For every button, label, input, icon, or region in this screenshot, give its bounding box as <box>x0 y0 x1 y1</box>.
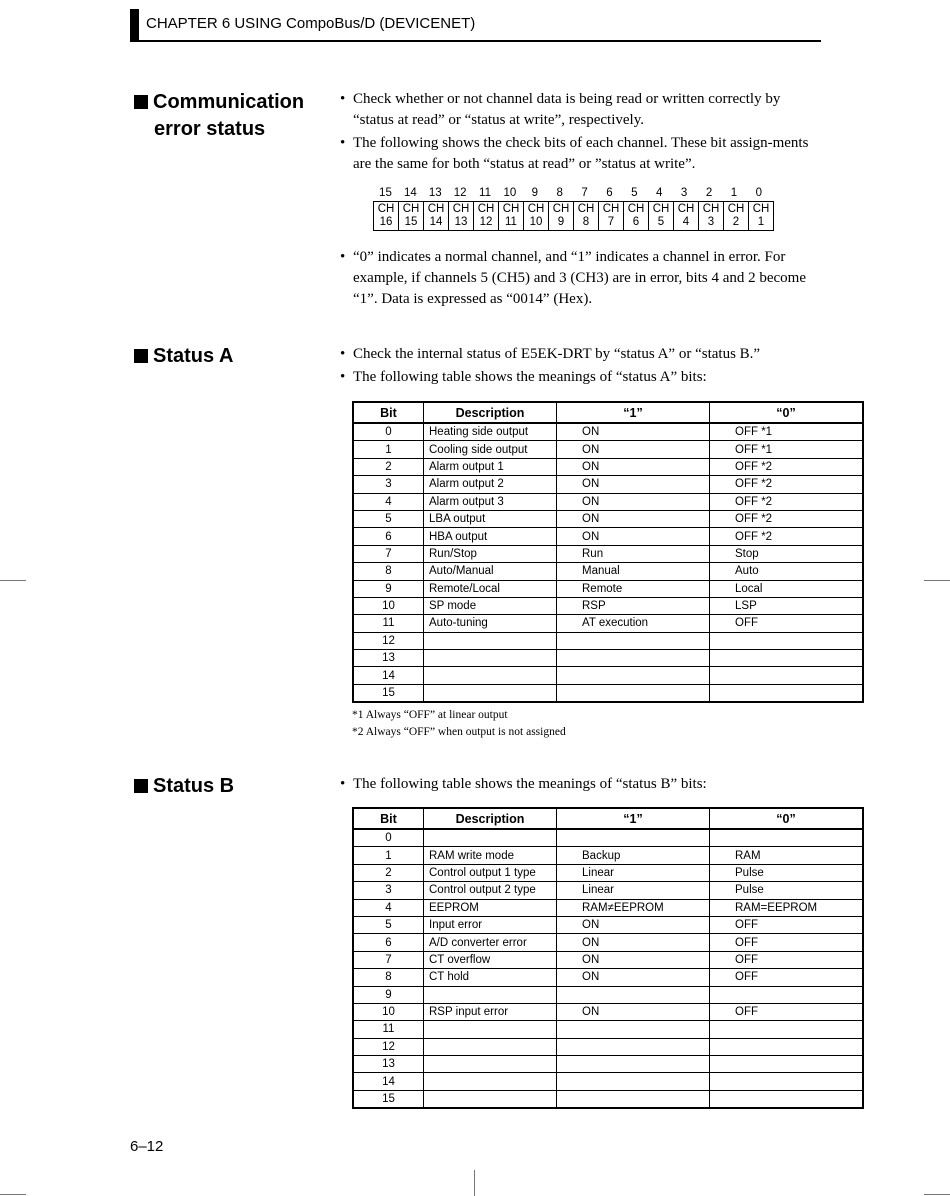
cell-value-zero <box>710 1021 864 1038</box>
cell-value-zero: Auto <box>710 563 864 580</box>
table-row <box>353 1073 863 1090</box>
channel-number: 8 <box>582 216 590 228</box>
table-row <box>353 829 863 847</box>
channel-number: 16 <box>379 216 393 228</box>
cell-bit: 13 <box>353 1056 424 1073</box>
status-a-table <box>352 401 864 703</box>
cell-value-one: Backup <box>557 847 710 864</box>
cell-bit: 8 <box>353 969 424 986</box>
cell-bit: 9 <box>353 580 424 597</box>
channel-cells <box>373 201 774 231</box>
table-row <box>353 493 863 510</box>
cell-bit: 11 <box>353 615 424 632</box>
channel-prefix: CH <box>477 203 495 215</box>
channel-number: 3 <box>707 216 715 228</box>
cell-value-one <box>557 1021 710 1038</box>
cell-value-one <box>557 829 710 847</box>
cell-description <box>424 1056 557 1073</box>
bullet-item: • The following table shows the meanings of “status B” bits: <box>340 776 707 792</box>
cell-value-one: Manual <box>557 563 710 580</box>
status-b-text <box>340 774 820 795</box>
cell-value-zero <box>710 650 864 667</box>
status-b-table <box>352 807 864 1109</box>
cell-value-one: ON <box>557 916 710 933</box>
status-a-text <box>340 344 820 388</box>
cell-bit: 2 <box>353 458 424 475</box>
section-square-icon <box>134 95 148 109</box>
cell-description: EEPROM <box>424 899 557 916</box>
cell-description: Control output 2 type <box>424 882 557 899</box>
cell-description: Run/Stop <box>424 545 557 562</box>
channel-number: 1 <box>757 216 765 228</box>
cell-value-zero: RAM=EEPROM <box>710 899 864 916</box>
cell-value-one <box>557 632 710 649</box>
channel-number: 6 <box>632 216 640 228</box>
cell-value-zero: OFF *2 <box>710 493 864 510</box>
cell-value-one <box>557 667 710 684</box>
table-row <box>353 1056 863 1073</box>
channel-cell <box>649 202 674 230</box>
cell-value-zero <box>710 1090 864 1108</box>
bit-number: 11 <box>479 187 491 199</box>
column-header-description: Description <box>424 808 557 829</box>
channel-cell <box>374 202 399 230</box>
channel-prefix: CH <box>727 203 745 215</box>
cell-value-zero <box>710 1038 864 1055</box>
cell-description: CT overflow <box>424 951 557 968</box>
bullet-item: • The following table shows the meanings of “status A” bits: <box>340 369 707 385</box>
channel-number: 14 <box>429 216 443 228</box>
cell-description: SP mode <box>424 597 557 614</box>
cell-value-zero: Pulse <box>710 864 864 881</box>
channel-number: 10 <box>529 216 543 228</box>
channel-prefix: CH <box>652 203 670 215</box>
channel-prefix: CH <box>452 203 470 215</box>
cell-value-zero <box>710 829 864 847</box>
cell-bit: 13 <box>353 650 424 667</box>
channel-prefix: CH <box>502 203 520 215</box>
column-header-description: Description <box>424 402 557 423</box>
cell-bit: 14 <box>353 1073 424 1090</box>
table-header-row <box>353 402 863 423</box>
channel-cell <box>474 202 499 230</box>
cell-value-one <box>557 1073 710 1090</box>
cell-value-zero <box>710 667 864 684</box>
cell-value-zero: OFF *1 <box>710 423 864 441</box>
channel-cell <box>449 202 474 230</box>
comm-error-text <box>340 89 820 175</box>
cell-bit: 9 <box>353 986 424 1003</box>
cell-value-zero: OFF *2 <box>710 510 864 527</box>
cell-description: RAM write mode <box>424 847 557 864</box>
cell-bit: 7 <box>353 545 424 562</box>
status-b-heading: Status B <box>134 773 234 800</box>
bit-number: 13 <box>428 187 442 199</box>
channel-cell <box>424 202 449 230</box>
cell-value-one: Run <box>557 545 710 562</box>
cell-description: RSP input error <box>424 1003 557 1020</box>
cell-value-zero: Stop <box>710 545 864 562</box>
channel-prefix: CH <box>677 203 695 215</box>
cell-value-one: AT execution <box>557 615 710 632</box>
cell-value-one <box>557 1090 710 1108</box>
table-row <box>353 986 863 1003</box>
table-row <box>353 528 863 545</box>
cell-value-one <box>557 684 710 702</box>
bit-number: 9 <box>531 187 538 199</box>
bit-number: 2 <box>705 187 713 199</box>
cell-bit: 6 <box>353 934 424 951</box>
cell-description <box>424 632 557 649</box>
cell-value-one <box>557 1038 710 1055</box>
cell-bit: 5 <box>353 916 424 933</box>
channel-cell <box>574 202 599 230</box>
cell-bit: 7 <box>353 951 424 968</box>
cell-description <box>424 1038 557 1055</box>
bullet-item: • The following shows the check bits of each channel. These bit assign-ments are the same for both “status at read” or ”status at write”. <box>340 135 809 172</box>
bit-number: 4 <box>656 187 663 199</box>
table-row <box>353 969 863 986</box>
cell-value-one: Linear <box>557 882 710 899</box>
crop-mark-bottom-left <box>0 1194 26 1195</box>
channel-bit-table <box>373 186 774 231</box>
cell-bit: 10 <box>353 1003 424 1020</box>
bit-number: 1 <box>730 187 738 199</box>
channel-number: 11 <box>505 216 517 228</box>
section-square-icon <box>134 779 148 793</box>
channel-number: 9 <box>557 216 565 228</box>
bit-number: 15 <box>379 187 392 199</box>
cell-value-zero <box>710 1056 864 1073</box>
cell-value-one <box>557 650 710 667</box>
column-header-zero: “0” <box>710 808 864 829</box>
channel-prefix: CH <box>377 203 395 215</box>
cell-description <box>424 1021 557 1038</box>
column-header-zero: “0” <box>710 402 864 423</box>
cell-bit: 3 <box>353 882 424 899</box>
column-header-one: “1” <box>557 402 710 423</box>
comm-error-note <box>340 247 820 310</box>
cell-value-one <box>557 986 710 1003</box>
crop-mark-bottom-right <box>924 1194 950 1195</box>
cell-bit: 8 <box>353 563 424 580</box>
table-row <box>353 1021 863 1038</box>
cell-value-one: ON <box>557 969 710 986</box>
channel-bit-numbers <box>373 186 774 201</box>
bit-number: 7 <box>581 187 588 199</box>
channel-number: 13 <box>454 216 468 228</box>
cell-bit: 14 <box>353 667 424 684</box>
table-row <box>353 632 863 649</box>
table-row <box>353 951 863 968</box>
bullet-item: • Check the internal status of E5EK-DRT by “status A” or “status B.” <box>340 346 761 362</box>
channel-cell <box>399 202 424 230</box>
channel-cell <box>724 202 749 230</box>
table-row <box>353 684 863 702</box>
table-row <box>353 1038 863 1055</box>
cell-value-one: RSP <box>557 597 710 614</box>
table-row <box>353 667 863 684</box>
channel-cell <box>499 202 524 230</box>
crop-mark-left <box>0 580 26 581</box>
cell-value-one: ON <box>557 458 710 475</box>
section-square-icon <box>134 349 148 363</box>
channel-prefix: CH <box>577 203 595 215</box>
table-row <box>353 441 863 458</box>
cell-bit: 4 <box>353 899 424 916</box>
cell-value-one: Remote <box>557 580 710 597</box>
channel-cell <box>674 202 699 230</box>
cell-description: Auto-tuning <box>424 615 557 632</box>
cell-description <box>424 986 557 1003</box>
cell-value-zero: OFF <box>710 951 864 968</box>
cell-description: Cooling side output <box>424 441 557 458</box>
status-a-heading: Status A <box>134 343 233 370</box>
cell-bit: 3 <box>353 476 424 493</box>
table-row <box>353 916 863 933</box>
cell-bit: 0 <box>353 423 424 441</box>
cell-description: Alarm output 2 <box>424 476 557 493</box>
channel-number: 5 <box>657 216 665 228</box>
column-header-one: “1” <box>557 808 710 829</box>
cell-bit: 15 <box>353 684 424 702</box>
bullet-item: • “0” indicates a normal channel, and “1” indicates a channel in error. For example, if channels 5 (CH5) and 3 (CH3) are in error, bits 4 and 2 become “1”. Data is expressed as “0014” (Hex). <box>340 249 807 307</box>
cell-bit: 0 <box>353 829 424 847</box>
column-header-bit: Bit <box>353 402 424 423</box>
cell-value-zero: OFF <box>710 916 864 933</box>
cell-bit: 12 <box>353 632 424 649</box>
bullet-item: • Check whether or not channel data is being read or written correctly by “status at read” or “status at write”, respectively. <box>340 91 781 128</box>
crop-mark-bottom <box>474 1170 475 1196</box>
cell-bit: 6 <box>353 528 424 545</box>
bit-number: 3 <box>680 187 688 199</box>
cell-value-zero: Local <box>710 580 864 597</box>
bit-number: 12 <box>453 187 467 199</box>
channel-prefix: CH <box>752 203 770 215</box>
cell-bit: 1 <box>353 847 424 864</box>
cell-bit: 12 <box>353 1038 424 1055</box>
cell-description: CT hold <box>424 969 557 986</box>
cell-value-one: RAM≠EEPROM <box>557 899 710 916</box>
table-row <box>353 545 863 562</box>
cell-bit: 10 <box>353 597 424 614</box>
footnote: *2 Always “OFF” when output is not assigned <box>352 726 566 738</box>
cell-value-zero <box>710 1073 864 1090</box>
cell-bit: 5 <box>353 510 424 527</box>
channel-cell <box>599 202 624 230</box>
table-row <box>353 650 863 667</box>
table-row <box>353 510 863 527</box>
table-row <box>353 847 863 864</box>
cell-value-one: Linear <box>557 864 710 881</box>
bit-number: 14 <box>403 187 417 199</box>
chapter-title: CHAPTER 6 USING CompoBus/D (DEVICENET) <box>146 15 476 32</box>
header-rule <box>130 40 821 42</box>
bit-number: 5 <box>631 187 638 199</box>
cell-value-zero <box>710 632 864 649</box>
channel-number: 2 <box>732 216 740 228</box>
table-row <box>353 458 863 475</box>
cell-bit: 2 <box>353 864 424 881</box>
channel-number: 12 <box>479 216 493 228</box>
cell-value-one: ON <box>557 510 710 527</box>
cell-value-zero: OFF *1 <box>710 441 864 458</box>
table-header-row <box>353 808 863 829</box>
channel-prefix: CH <box>627 203 645 215</box>
cell-value-one: ON <box>557 934 710 951</box>
cell-description <box>424 829 557 847</box>
table-row <box>353 934 863 951</box>
cell-description: Alarm output 1 <box>424 458 557 475</box>
table-row <box>353 615 863 632</box>
channel-cell <box>749 202 773 230</box>
cell-description: Input error <box>424 916 557 933</box>
cell-value-zero: LSP <box>710 597 864 614</box>
channel-number: 15 <box>404 216 418 228</box>
channel-number: 7 <box>607 216 615 228</box>
table-row <box>353 597 863 614</box>
table-row <box>353 864 863 881</box>
comm-error-heading: Communication error status <box>134 89 304 143</box>
cell-value-one: ON <box>557 441 710 458</box>
bit-number: 6 <box>606 187 613 199</box>
cell-bit: 11 <box>353 1021 424 1038</box>
channel-prefix: CH <box>527 203 545 215</box>
cell-value-zero: OFF *2 <box>710 458 864 475</box>
cell-value-zero: RAM <box>710 847 864 864</box>
channel-cell <box>549 202 574 230</box>
footnote: *1 Always “OFF” at linear output <box>352 709 508 721</box>
cell-value-one: ON <box>557 423 710 441</box>
cell-description: A/D converter error <box>424 934 557 951</box>
table-row <box>353 1003 863 1020</box>
cell-bit: 4 <box>353 493 424 510</box>
table-row <box>353 882 863 899</box>
cell-bit: 1 <box>353 441 424 458</box>
cell-value-zero: OFF *2 <box>710 476 864 493</box>
bit-number: 10 <box>503 187 517 199</box>
cell-value-one: ON <box>557 1003 710 1020</box>
channel-cell <box>524 202 549 230</box>
cell-description: Remote/Local <box>424 580 557 597</box>
cell-description <box>424 650 557 667</box>
channel-number: 4 <box>682 216 690 228</box>
cell-value-one <box>557 1056 710 1073</box>
cell-description <box>424 1073 557 1090</box>
bit-number: 8 <box>556 187 563 199</box>
cell-description: Heating side output <box>424 423 557 441</box>
cell-value-one: ON <box>557 493 710 510</box>
table-row <box>353 1090 863 1108</box>
cell-value-zero <box>710 986 864 1003</box>
status-a-footnotes <box>352 707 566 741</box>
cell-description <box>424 684 557 702</box>
table-row <box>353 580 863 597</box>
cell-description <box>424 667 557 684</box>
cell-value-zero <box>710 684 864 702</box>
channel-prefix: CH <box>427 203 445 215</box>
cell-value-zero: OFF <box>710 934 864 951</box>
cell-description: HBA output <box>424 528 557 545</box>
cell-value-one: ON <box>557 951 710 968</box>
page-number: 6–12 <box>130 1138 164 1155</box>
bit-number: 0 <box>755 187 762 199</box>
cell-value-zero: Pulse <box>710 882 864 899</box>
cell-description: LBA output <box>424 510 557 527</box>
cell-description: Auto/Manual <box>424 563 557 580</box>
table-row <box>353 476 863 493</box>
table-row <box>353 563 863 580</box>
table-row <box>353 899 863 916</box>
cell-value-zero: OFF *2 <box>710 528 864 545</box>
cell-description: Alarm output 3 <box>424 493 557 510</box>
cell-value-one: ON <box>557 476 710 493</box>
cell-description: Control output 1 type <box>424 864 557 881</box>
channel-prefix: CH <box>702 203 720 215</box>
cell-value-zero: OFF <box>710 1003 864 1020</box>
channel-cell <box>699 202 724 230</box>
column-header-bit: Bit <box>353 808 424 829</box>
cell-bit: 15 <box>353 1090 424 1108</box>
channel-prefix: CH <box>552 203 570 215</box>
cell-value-zero: OFF <box>710 615 864 632</box>
channel-prefix: CH <box>602 203 620 215</box>
cell-description <box>424 1090 557 1108</box>
crop-mark-right <box>924 580 950 581</box>
cell-value-one: ON <box>557 528 710 545</box>
channel-prefix: CH <box>402 203 420 215</box>
header-bar <box>130 9 139 42</box>
channel-cell <box>624 202 649 230</box>
cell-value-zero: OFF <box>710 969 864 986</box>
table-row <box>353 423 863 441</box>
